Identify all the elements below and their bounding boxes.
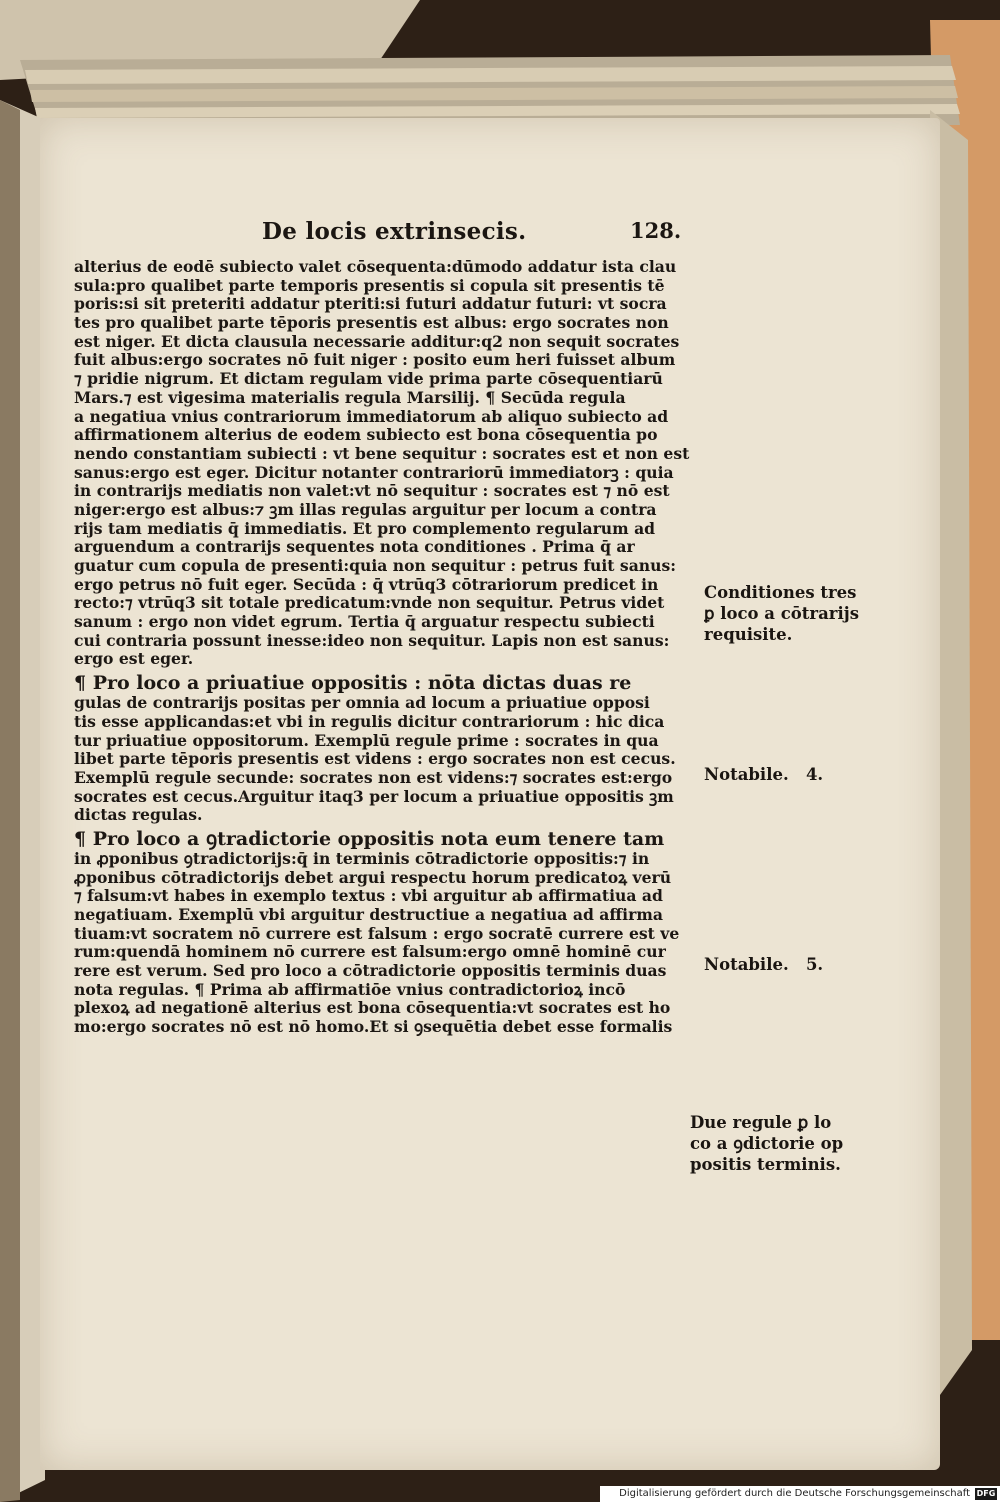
text-line: alterius de eodē subiecto valet cōsequenta:dūmodo addatur ista clau <box>74 258 677 276</box>
marginal-line: Notabile. 5. <box>704 955 824 974</box>
text-line: dictas regulas. <box>74 806 203 825</box>
text-line: in contrarijs mediatis non valet:vt nō sequitur : socrates est ⁊ nō est <box>74 482 670 501</box>
text-line: recto:⁊ vtrūq3 sit totale predicatum:vnde non sequitur. Petrus videt <box>74 594 665 613</box>
text-line: mo:ergo socrates nō est nō homo.Et si ꝯsequētia debet esse formalis <box>74 1018 673 1037</box>
folio-number: 128. <box>630 218 682 243</box>
text-line: a negatiua vnius contrariorum immediatorum ab aliquo subiecto ad <box>74 407 669 426</box>
running-title: De locis extrinsecis. <box>262 218 527 245</box>
text-line: tiuam:vt socratem nō currere est falsum : ergo socratē currere est ve <box>74 924 680 943</box>
text-line: ergo est eger. <box>74 650 194 669</box>
text-line: ⁊ pridie nigrum. Et dictam regulam vide prima parte cōsequentiarū <box>74 370 663 389</box>
dfg-logo: DFG <box>976 1489 996 1498</box>
text-line: rijs tam mediatis q̄ immediatis. Et pro complemento regularum ad <box>74 519 656 538</box>
text-line: negatiuam. Exemplū vbi arguitur destructiue a negatiua ad affirma <box>74 906 663 924</box>
paragraph-privative <box>74 673 692 825</box>
text-line: tis esse applicandas:et vbi in regulis dicitur contrariorum : hic dica <box>74 712 665 731</box>
text-line: sanus:ergo est eger. Dicitur notanter contrariorū immediatorꝫ : quia <box>74 463 674 482</box>
marginal-line: Notabile. 4. <box>704 765 824 784</box>
text-line: Mars.⁊ est vigesima materialis regula Marsilij. ¶ Secūda regula <box>74 388 626 407</box>
text-line: ⁊ falsum:vt habes in exemplo textus : vbi arguitur ab affirmatiua ad <box>74 887 663 906</box>
text-line: libet parte tēporis presentis est videns : ergo socrates non est cecus. <box>74 750 676 769</box>
digitization-credit <box>600 1486 1000 1502</box>
text-line: in ꝓponibus ꝯtradictorijs:q̄ in terminis cōtradictorie oppositis:⁊ in <box>74 849 650 868</box>
marginal-note-conditions <box>704 582 859 645</box>
text-line: plexoꝝ ad negationē alterius est bona cōsequentia:vt socrates est ho <box>74 999 671 1018</box>
page-header <box>0 218 1000 248</box>
main-text-column <box>74 258 692 1037</box>
text-line: sula:pro qualibet parte temporis presentis si copula sit presentis tē <box>74 276 665 295</box>
text-line: est niger. Et dicta clausula necessarie additur:q2 non sequit socrates <box>74 332 680 351</box>
marginal-line: ꝑ loco a cōtrarijs <box>704 604 860 623</box>
text-line: rere est verum. Sed pro loco a cōtradictorie oppositis terminis duas <box>74 962 667 981</box>
paragraph-contraries <box>74 258 692 669</box>
credit-text: Digitalisierung gefördert durch die Deutsche Forschungsgemeinschaft <box>619 1488 970 1499</box>
marginal-line: co a ꝯdictorie op <box>690 1134 844 1153</box>
text-line: gulas de contrarijs positas per omnia ad locum a priuatiue opposi <box>74 694 650 713</box>
marginal-note-notabile-5 <box>704 954 823 975</box>
text-line: Exemplū regule secunde: socrates non est videns:⁊ socrates est:ergo <box>74 768 673 787</box>
text-line: ꝓponibus cōtradictorijs debet argui respectu horum predicatoꝝ verū <box>74 868 672 887</box>
text-line: ¶ Pro loco a ꝯtradictorie oppositis nota eum tenere tam <box>74 828 665 850</box>
text-line: tur priuatiue oppositorum. Exemplū regule prime : socrates in qua <box>74 731 659 750</box>
text-line: tes pro qualibet parte tēporis presentis est albus: ergo socrates non <box>74 314 669 333</box>
text-line: poris:si sit preteriti addatur pteriti:si futuri addatur futuri: vt socra <box>74 295 667 314</box>
text-line: cui contraria possunt inesse:ideo non sequitur. Lapis non est sanus: <box>74 631 670 650</box>
marginal-line: Due regule ꝑ lo <box>690 1113 832 1132</box>
text-line: nota regulas. ¶ Prima ab affirmatiōe vnius contradictorioꝝ incō <box>74 980 626 999</box>
text-line: sanum : ergo non videt egrum. Tertia q̄ arguatur respectu subiecti <box>74 613 655 632</box>
text-line: niger:ergo est albus:⁊ ꝫm illas regulas arguitur per locum a contra <box>74 500 657 519</box>
marginal-line: positis terminis. <box>690 1155 841 1174</box>
text-line: nendo constantiam subiecti : vt bene sequitur : socrates est et non est <box>74 444 690 463</box>
marginal-note-duae-regulae <box>690 1112 843 1175</box>
text-line: guatur cum copula de presenti:quia non sequitur : petrus fuit sanus: <box>74 557 677 575</box>
marginal-line: Conditiones tres <box>704 583 857 602</box>
text-line: affirmationem alterius de eodem subiecto est bona cōsequentia po <box>74 426 658 445</box>
text-line: socrates est cecus.Arguitur itaq3 per locum a priuatiue oppositis ꝫm <box>74 787 674 806</box>
text-line: rum:quendā hominem nō currere est falsum:ergo omnē hominē cur <box>74 943 666 962</box>
marginal-note-notabile-4 <box>704 764 823 785</box>
text-line: arguendum a contrarijs sequentes nota conditiones . Prima q̄ ar <box>74 538 635 557</box>
text-line: ¶ Pro loco a priuatiue oppositis : nōta dictas duas re <box>74 673 632 695</box>
text-line: ergo petrus nō fuit eger. Secūda : q̄ vtrūq3 cōtrariorum predicet in <box>74 575 659 594</box>
paragraph-contradictory <box>74 829 692 1037</box>
marginal-line: requisite. <box>704 625 793 644</box>
text-line: fuit albus:ergo socrates nō fuit niger : posito eum heri fuisset album <box>74 351 676 370</box>
